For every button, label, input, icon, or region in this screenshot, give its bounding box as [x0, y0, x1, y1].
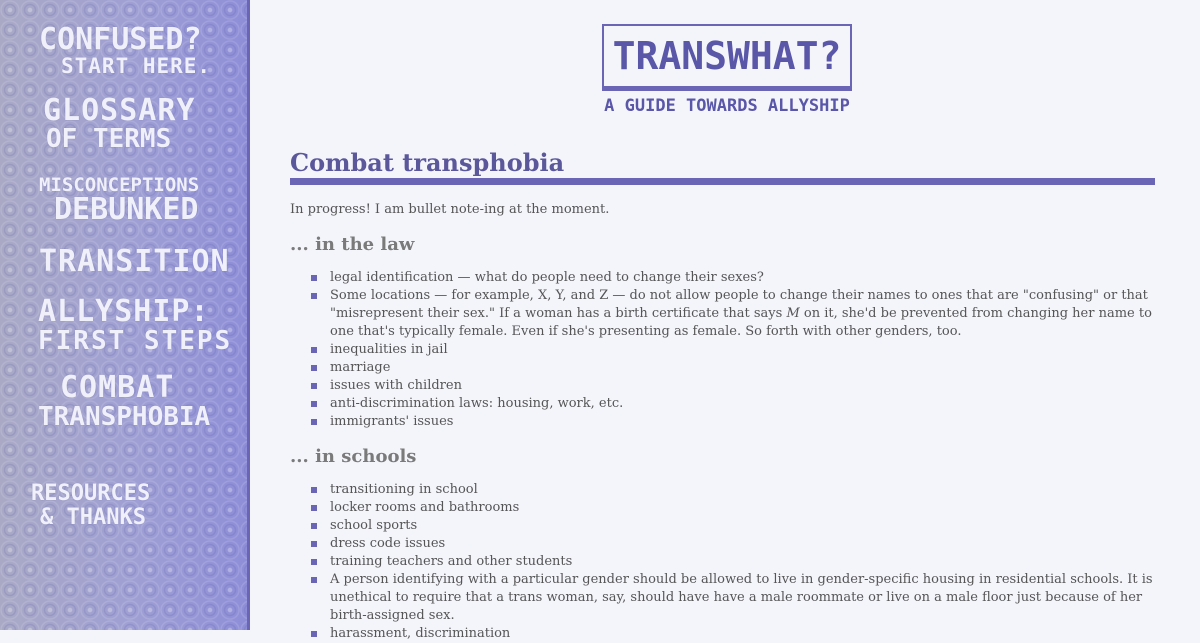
intro-text: In progress! I am bullet note-ing at the moment.: [290, 202, 610, 217]
section-heading-law: ... in the law: [290, 234, 415, 255]
nav-item-allyship[interactable]: [38, 294, 233, 356]
page-title: Combat transphobia: [290, 148, 1155, 185]
list-item: immigrants' issues: [330, 413, 1155, 431]
list-item: training teachers and other students: [330, 553, 1155, 571]
nav-item-label: TRANSITION: [39, 244, 230, 279]
nav-item-sublabel: START HERE.: [61, 54, 212, 78]
list-item: locker rooms and bathrooms: [330, 499, 1155, 517]
nav-item-transition[interactable]: [39, 244, 230, 279]
nav-item-sublabel: & THANKS: [40, 505, 146, 530]
nav-item-sublabel: DEBUNKED: [54, 192, 199, 227]
list-item-text: on it, she'd be prevented from changing her name to one that's typically female. Even if she's presenting as female. So forth with other genders, too.: [330, 306, 1152, 339]
bullet-list-law: [290, 269, 1155, 431]
nav-item-glossary[interactable]: [43, 93, 196, 154]
nav-item-sublabel: OF TERMS: [46, 124, 172, 154]
sidebar-nav: [0, 0, 250, 630]
list-item-emphasis: M: [786, 306, 800, 321]
list-item: inequalities in jail: [330, 341, 1155, 359]
list-item: school sports: [330, 517, 1155, 535]
list-item: anti-discrimination laws: housing, work, etc.: [330, 395, 1155, 413]
bullet-list-schools: [290, 481, 1155, 643]
list-item: transitioning in school: [330, 481, 1155, 499]
nav-item-confused[interactable]: [39, 22, 212, 78]
nav-item-label: RESOURCES: [31, 481, 151, 506]
site-tagline: A GUIDE TOWARDS ALLYSHIP: [604, 96, 850, 116]
list-item: issues with children: [330, 377, 1155, 395]
list-item: legal identification — what do people need to change their sexes?: [330, 269, 1155, 287]
list-item-text: Some locations — for example, X, Y, and Z — do not allow people to change their names to ones that are "confusing" or that "misrepresent their sex." If a woman has a birth certificate that says: [330, 288, 1148, 321]
nav-item-combat-transphobia[interactable]: [38, 370, 211, 432]
nav-item-label: CONFUSED?: [39, 22, 202, 57]
nav-item-misconceptions[interactable]: [39, 176, 199, 225]
nav-item-label: MISCONCEPTIONS: [39, 174, 200, 196]
main-content: [290, 148, 1155, 643]
section-heading-schools: ... in schools: [290, 446, 417, 467]
nav-item-label: GLOSSARY: [43, 93, 196, 128]
nav-item-sublabel: TRANSPHOBIA: [38, 402, 211, 432]
site-logo: TRANSWHAT?: [612, 34, 842, 78]
list-item: marriage: [330, 359, 1155, 377]
site-logo-link[interactable]: [602, 24, 852, 91]
list-item: [330, 287, 1155, 341]
nav-item-label: ALLYSHIP:: [38, 294, 210, 329]
nav-item-sublabel: FIRST STEPS: [38, 326, 233, 356]
list-item: dress code issues: [330, 535, 1155, 553]
nav-item-resources[interactable]: [31, 483, 150, 529]
nav-item-label: COMBAT: [60, 370, 175, 405]
list-item: harassment, discrimination: [330, 625, 1155, 643]
list-item: A person identifying with a particular gender should be allowed to live in gender-specific housing in residential schools. It is unethical to require that a trans woman, say, should have have a male roommate or live on a male floor just because of her birth-assigned sex.: [330, 571, 1155, 625]
